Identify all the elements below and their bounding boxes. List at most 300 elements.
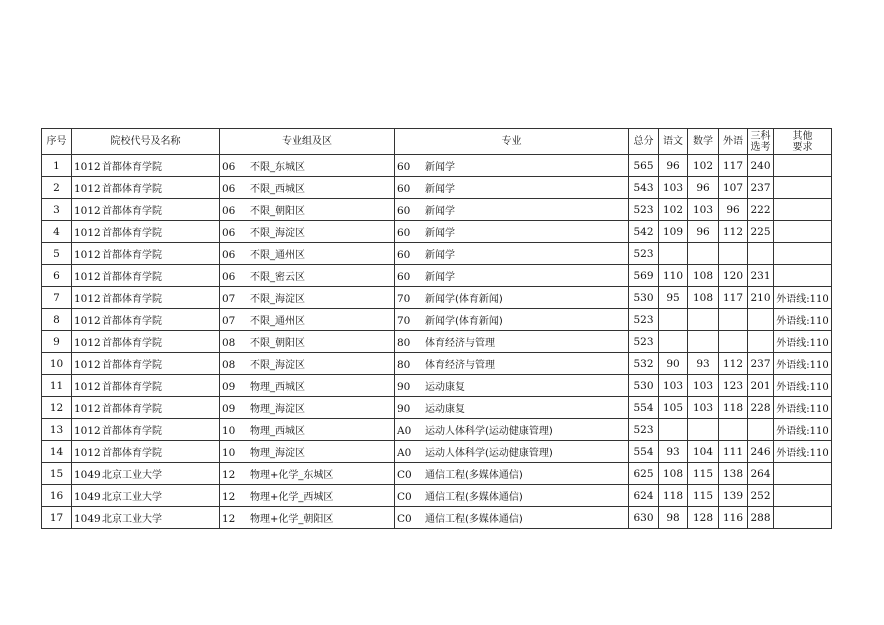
chinese-score-cell: [659, 243, 688, 265]
group-code: 07: [222, 315, 236, 327]
other-requirement-cell: [774, 265, 832, 287]
total-score-cell: 530: [629, 375, 659, 397]
major-cell: [395, 485, 629, 507]
group-name: 物理+化学_东城区: [250, 470, 334, 481]
other-requirement-cell: 外语线:110: [774, 441, 832, 463]
group-cell: [220, 375, 395, 397]
table-body: [42, 155, 832, 529]
elective-score-cell: [748, 331, 774, 353]
group-name: 物理_海淀区: [250, 448, 305, 459]
major-code: A0: [397, 425, 412, 437]
group-cell: [220, 331, 395, 353]
seq-cell: 13: [42, 419, 72, 441]
school-cell: [72, 419, 220, 441]
school-cell: [72, 485, 220, 507]
table-row: [42, 397, 832, 419]
school-code: 1012: [74, 249, 101, 261]
math-score-cell: 115: [688, 463, 719, 485]
school-cell: [72, 375, 220, 397]
header-math: 数学: [688, 129, 719, 155]
school-code: 1012: [74, 205, 101, 217]
major-cell: [395, 353, 629, 375]
total-score-cell: 523: [629, 243, 659, 265]
foreign-score-cell: 96: [719, 199, 748, 221]
seq-cell: 14: [42, 441, 72, 463]
group-code: 09: [222, 403, 236, 415]
math-score-cell: [688, 309, 719, 331]
school-code: 1012: [74, 271, 101, 283]
header-group: 专业组及区: [220, 129, 395, 155]
major-name: 新闻学: [425, 272, 455, 283]
total-score-cell: 532: [629, 353, 659, 375]
group-cell: [220, 199, 395, 221]
foreign-score-cell: 107: [719, 177, 748, 199]
math-score-cell: 115: [688, 485, 719, 507]
foreign-score-cell: 118: [719, 397, 748, 419]
school-code: 1049: [74, 469, 101, 481]
school-cell: [72, 199, 220, 221]
elective-score-cell: 246: [748, 441, 774, 463]
elective-score-cell: [748, 309, 774, 331]
header-elective-line1: 三科: [750, 130, 771, 142]
school-cell: [72, 155, 220, 177]
other-requirement-cell: [774, 243, 832, 265]
other-requirement-cell: 外语线:110: [774, 397, 832, 419]
foreign-score-cell: 139: [719, 485, 748, 507]
elective-score-cell: 222: [748, 199, 774, 221]
seq-cell: 3: [42, 199, 72, 221]
school-code: 1012: [74, 161, 101, 173]
school-name: 首都体育学院: [102, 294, 162, 305]
table-row: [42, 419, 832, 441]
group-name: 不限_通州区: [250, 250, 305, 261]
total-score-cell: 554: [629, 441, 659, 463]
total-score-cell: 554: [629, 397, 659, 419]
math-score-cell: 103: [688, 199, 719, 221]
major-name: 通信工程(多媒体通信): [425, 492, 523, 503]
major-code: 90: [397, 381, 411, 393]
school-name: 北京工业大学: [102, 470, 162, 481]
foreign-score-cell: 123: [719, 375, 748, 397]
header-other-line2: 要求: [792, 141, 813, 153]
table-row: [42, 287, 832, 309]
seq-cell: 11: [42, 375, 72, 397]
school-name: 首都体育学院: [102, 426, 162, 437]
school-cell: [72, 177, 220, 199]
table-row: [42, 265, 832, 287]
group-cell: [220, 397, 395, 419]
admission-score-table: [41, 128, 832, 529]
chinese-score-cell: [659, 419, 688, 441]
elective-score-cell: 228: [748, 397, 774, 419]
group-code: 12: [222, 469, 236, 481]
major-cell: [395, 375, 629, 397]
group-cell: [220, 287, 395, 309]
school-name: 首都体育学院: [102, 404, 162, 415]
school-name: 首都体育学院: [102, 272, 162, 283]
major-name: 体育经济与管理: [425, 360, 495, 371]
table-row: [42, 155, 832, 177]
major-name: 新闻学(体育新闻): [425, 316, 503, 327]
other-requirement-cell: [774, 177, 832, 199]
school-code: 1012: [74, 381, 101, 393]
table-row: [42, 243, 832, 265]
major-code: 60: [397, 249, 411, 261]
major-name: 新闻学(体育新闻): [425, 294, 503, 305]
group-cell: [220, 243, 395, 265]
major-cell: [395, 287, 629, 309]
school-cell: [72, 243, 220, 265]
other-requirement-cell: 外语线:110: [774, 375, 832, 397]
elective-score-cell: 288: [748, 507, 774, 529]
major-code: 70: [397, 293, 411, 305]
group-name: 不限_朝阳区: [250, 338, 305, 349]
seq-cell: 4: [42, 221, 72, 243]
table-row: [42, 463, 832, 485]
other-requirement-cell: [774, 507, 832, 529]
major-cell: [395, 155, 629, 177]
group-name: 物理_海淀区: [250, 404, 305, 415]
group-name: 不限_密云区: [250, 272, 305, 283]
table-row: [42, 177, 832, 199]
elective-score-cell: 210: [748, 287, 774, 309]
group-code: 06: [222, 161, 236, 173]
school-name: 首都体育学院: [102, 338, 162, 349]
seq-cell: 9: [42, 331, 72, 353]
math-score-cell: 128: [688, 507, 719, 529]
major-cell: [395, 265, 629, 287]
chinese-score-cell: [659, 309, 688, 331]
total-score-cell: 542: [629, 221, 659, 243]
group-name: 不限_海淀区: [250, 360, 305, 371]
school-cell: [72, 221, 220, 243]
total-score-cell: 630: [629, 507, 659, 529]
school-name: 首都体育学院: [102, 316, 162, 327]
elective-score-cell: 240: [748, 155, 774, 177]
major-name: 运动人体科学(运动健康管理): [425, 448, 553, 459]
school-cell: [72, 331, 220, 353]
chinese-score-cell: [659, 331, 688, 353]
math-score-cell: 108: [688, 265, 719, 287]
total-score-cell: 523: [629, 309, 659, 331]
other-requirement-cell: [774, 221, 832, 243]
group-cell: [220, 441, 395, 463]
other-requirement-cell: 外语线:110: [774, 331, 832, 353]
group-name: 物理_西城区: [250, 382, 305, 393]
major-name: 新闻学: [425, 162, 455, 173]
school-code: 1012: [74, 447, 101, 459]
group-code: 12: [222, 513, 236, 525]
foreign-score-cell: [719, 331, 748, 353]
math-score-cell: [688, 243, 719, 265]
group-code: 10: [222, 425, 236, 437]
major-name: 体育经济与管理: [425, 338, 495, 349]
school-name: 首都体育学院: [102, 360, 162, 371]
seq-cell: 12: [42, 397, 72, 419]
group-code: 08: [222, 337, 236, 349]
math-score-cell: 96: [688, 177, 719, 199]
math-score-cell: 102: [688, 155, 719, 177]
table-row: [42, 441, 832, 463]
major-code: 60: [397, 205, 411, 217]
total-score-cell: 530: [629, 287, 659, 309]
school-name: 首都体育学院: [102, 382, 162, 393]
school-cell: [72, 463, 220, 485]
major-cell: [395, 177, 629, 199]
header-other-line1: 其他: [792, 130, 813, 142]
major-name: 运动康复: [425, 382, 465, 393]
group-cell: [220, 155, 395, 177]
major-code: 90: [397, 403, 411, 415]
major-code: 70: [397, 315, 411, 327]
foreign-score-cell: 116: [719, 507, 748, 529]
chinese-score-cell: 110: [659, 265, 688, 287]
school-code: 1049: [74, 513, 101, 525]
school-name: 北京工业大学: [102, 492, 162, 503]
table-row: [42, 485, 832, 507]
group-code: 12: [222, 491, 236, 503]
elective-score-cell: 264: [748, 463, 774, 485]
header-chinese: 语文: [659, 129, 688, 155]
major-code: 80: [397, 337, 411, 349]
school-name: 首都体育学院: [102, 162, 162, 173]
school-name: 首都体育学院: [102, 250, 162, 261]
foreign-score-cell: 112: [719, 353, 748, 375]
major-cell: [395, 243, 629, 265]
group-code: 06: [222, 183, 236, 195]
school-code: 1012: [74, 403, 101, 415]
major-name: 运动康复: [425, 404, 465, 415]
other-requirement-cell: 外语线:110: [774, 287, 832, 309]
chinese-score-cell: 103: [659, 375, 688, 397]
foreign-score-cell: 112: [719, 221, 748, 243]
total-score-cell: 543: [629, 177, 659, 199]
chinese-score-cell: 102: [659, 199, 688, 221]
chinese-score-cell: 90: [659, 353, 688, 375]
school-name: 首都体育学院: [102, 448, 162, 459]
header-elective: [748, 129, 774, 155]
school-code: 1012: [74, 293, 101, 305]
major-cell: [395, 199, 629, 221]
math-score-cell: 96: [688, 221, 719, 243]
header-other: [774, 129, 832, 155]
major-cell: [395, 419, 629, 441]
math-score-cell: 93: [688, 353, 719, 375]
group-cell: [220, 507, 395, 529]
seq-cell: 1: [42, 155, 72, 177]
total-score-cell: 624: [629, 485, 659, 507]
school-code: 1012: [74, 227, 101, 239]
seq-cell: 15: [42, 463, 72, 485]
table-row: [42, 221, 832, 243]
school-cell: [72, 353, 220, 375]
major-code: 80: [397, 359, 411, 371]
elective-score-cell: 237: [748, 353, 774, 375]
chinese-score-cell: 103: [659, 177, 688, 199]
math-score-cell: 103: [688, 375, 719, 397]
group-name: 不限_西城区: [250, 184, 305, 195]
major-code: 60: [397, 183, 411, 195]
chinese-score-cell: 93: [659, 441, 688, 463]
group-cell: [220, 463, 395, 485]
major-code: 60: [397, 227, 411, 239]
group-code: 07: [222, 293, 236, 305]
header-elective-line2: 选考: [750, 141, 771, 153]
school-cell: [72, 507, 220, 529]
group-cell: [220, 265, 395, 287]
table-row: [42, 375, 832, 397]
foreign-score-cell: 120: [719, 265, 748, 287]
table-row: [42, 199, 832, 221]
major-cell: [395, 441, 629, 463]
foreign-score-cell: 117: [719, 155, 748, 177]
major-name: 新闻学: [425, 250, 455, 261]
elective-score-cell: 231: [748, 265, 774, 287]
seq-cell: 17: [42, 507, 72, 529]
other-requirement-cell: 外语线:110: [774, 419, 832, 441]
major-cell: [395, 397, 629, 419]
major-cell: [395, 507, 629, 529]
group-name: 不限_海淀区: [250, 228, 305, 239]
elective-score-cell: 201: [748, 375, 774, 397]
elective-score-cell: 252: [748, 485, 774, 507]
other-requirement-cell: 外语线:110: [774, 309, 832, 331]
school-name: 首都体育学院: [102, 228, 162, 239]
other-requirement-cell: [774, 485, 832, 507]
other-requirement-cell: [774, 199, 832, 221]
group-name: 物理+化学_朝阳区: [250, 514, 334, 525]
total-score-cell: 523: [629, 331, 659, 353]
math-score-cell: [688, 419, 719, 441]
header-row: [42, 129, 832, 155]
school-code: 1012: [74, 425, 101, 437]
seq-cell: 16: [42, 485, 72, 507]
math-score-cell: 108: [688, 287, 719, 309]
major-name: 新闻学: [425, 206, 455, 217]
chinese-score-cell: 105: [659, 397, 688, 419]
other-requirement-cell: [774, 463, 832, 485]
group-cell: [220, 485, 395, 507]
total-score-cell: 523: [629, 419, 659, 441]
group-name: 物理+化学_西城区: [250, 492, 334, 503]
school-name: 首都体育学院: [102, 206, 162, 217]
total-score-cell: 625: [629, 463, 659, 485]
group-code: 10: [222, 447, 236, 459]
header-foreign: 外语: [719, 129, 748, 155]
group-code: 09: [222, 381, 236, 393]
total-score-cell: 565: [629, 155, 659, 177]
school-code: 1012: [74, 183, 101, 195]
foreign-score-cell: 138: [719, 463, 748, 485]
school-cell: [72, 309, 220, 331]
major-cell: [395, 463, 629, 485]
major-code: C0: [397, 513, 412, 525]
major-name: 新闻学: [425, 228, 455, 239]
school-cell: [72, 441, 220, 463]
school-code: 1012: [74, 337, 101, 349]
school-cell: [72, 287, 220, 309]
seq-cell: 2: [42, 177, 72, 199]
major-name: 新闻学: [425, 184, 455, 195]
major-code: C0: [397, 469, 412, 481]
major-name: 运动人体科学(运动健康管理): [425, 426, 553, 437]
school-code: 1012: [74, 315, 101, 327]
major-code: 60: [397, 161, 411, 173]
major-cell: [395, 221, 629, 243]
group-name: 不限_通州区: [250, 316, 305, 327]
major-code: A0: [397, 447, 412, 459]
group-cell: [220, 221, 395, 243]
total-score-cell: 523: [629, 199, 659, 221]
group-name: 不限_朝阳区: [250, 206, 305, 217]
chinese-score-cell: 108: [659, 463, 688, 485]
chinese-score-cell: 95: [659, 287, 688, 309]
group-code: 08: [222, 359, 236, 371]
elective-score-cell: 237: [748, 177, 774, 199]
chinese-score-cell: 118: [659, 485, 688, 507]
school-name: 北京工业大学: [102, 514, 162, 525]
major-name: 通信工程(多媒体通信): [425, 470, 523, 481]
header-total: 总分: [629, 129, 659, 155]
header-major: 专业: [395, 129, 629, 155]
header-seq: 序号: [42, 129, 72, 155]
foreign-score-cell: [719, 309, 748, 331]
group-cell: [220, 177, 395, 199]
group-name: 不限_东城区: [250, 162, 305, 173]
group-code: 06: [222, 205, 236, 217]
group-cell: [220, 419, 395, 441]
group-name: 物理_西城区: [250, 426, 305, 437]
total-score-cell: 569: [629, 265, 659, 287]
major-code: 60: [397, 271, 411, 283]
seq-cell: 5: [42, 243, 72, 265]
school-name: 首都体育学院: [102, 184, 162, 195]
group-name: 不限_海淀区: [250, 294, 305, 305]
school-code: 1049: [74, 491, 101, 503]
table-row: [42, 507, 832, 529]
other-requirement-cell: [774, 155, 832, 177]
table-row: [42, 353, 832, 375]
chinese-score-cell: 109: [659, 221, 688, 243]
seq-cell: 8: [42, 309, 72, 331]
table-row: [42, 309, 832, 331]
chinese-score-cell: 96: [659, 155, 688, 177]
foreign-score-cell: 117: [719, 287, 748, 309]
group-cell: [220, 309, 395, 331]
school-cell: [72, 265, 220, 287]
seq-cell: 7: [42, 287, 72, 309]
foreign-score-cell: 111: [719, 441, 748, 463]
major-name: 通信工程(多媒体通信): [425, 514, 523, 525]
group-code: 06: [222, 249, 236, 261]
group-code: 06: [222, 271, 236, 283]
seq-cell: 10: [42, 353, 72, 375]
major-cell: [395, 331, 629, 353]
elective-score-cell: [748, 243, 774, 265]
elective-score-cell: [748, 419, 774, 441]
math-score-cell: 103: [688, 397, 719, 419]
math-score-cell: [688, 331, 719, 353]
table-row: [42, 331, 832, 353]
major-cell: [395, 309, 629, 331]
seq-cell: 6: [42, 265, 72, 287]
header-school: 院校代号及名称: [72, 129, 220, 155]
elective-score-cell: 225: [748, 221, 774, 243]
group-cell: [220, 353, 395, 375]
foreign-score-cell: [719, 243, 748, 265]
foreign-score-cell: [719, 419, 748, 441]
group-code: 06: [222, 227, 236, 239]
